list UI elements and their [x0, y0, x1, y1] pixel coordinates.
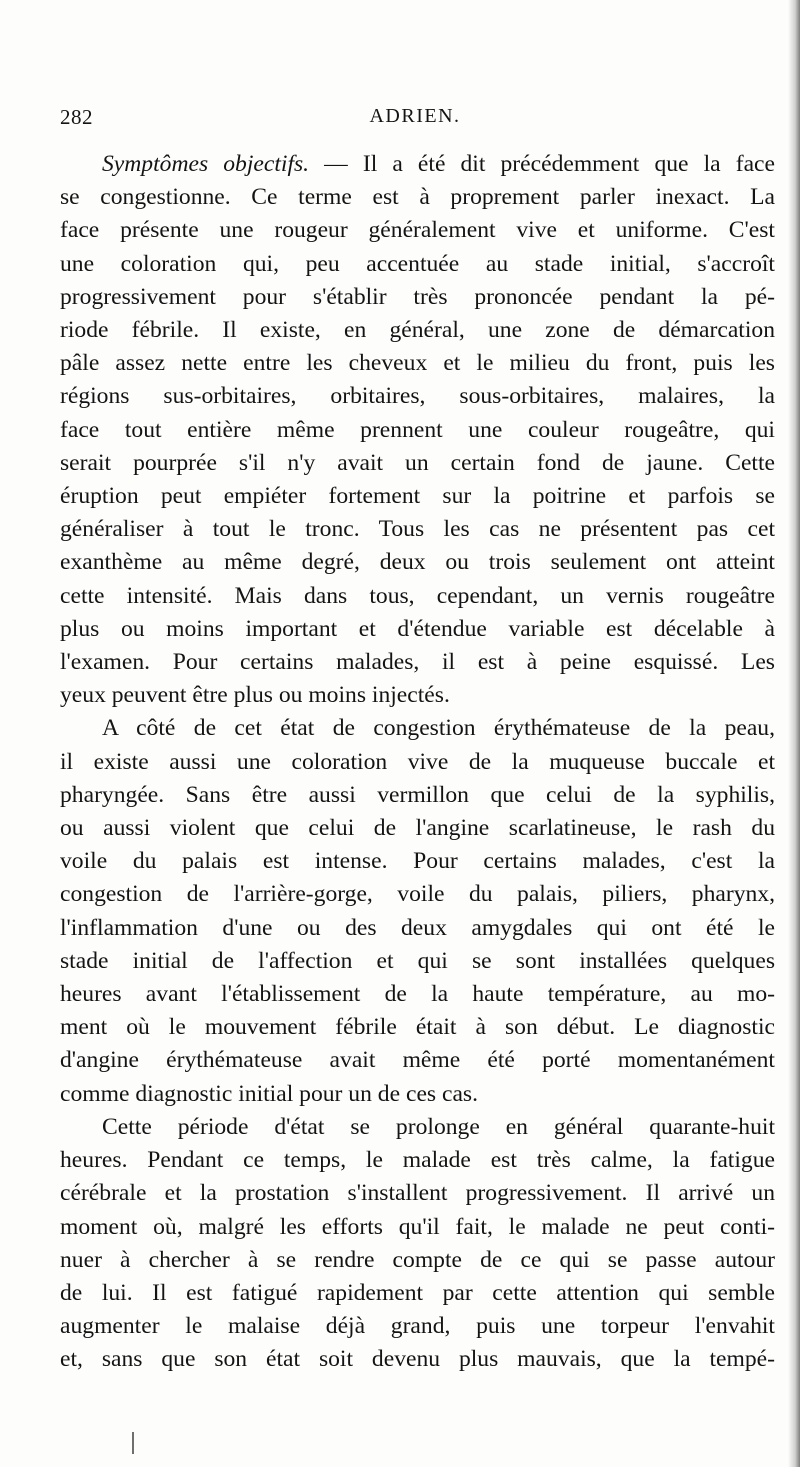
- text-line: [60, 978, 775, 1011]
- text-line: [60, 546, 775, 579]
- text-line: [60, 248, 775, 281]
- line-text: heures avant l'établissement de la haute température, au mo-: [60, 981, 775, 1008]
- line-text: ou aussi violent que celui de l'angine scarlatineuse, le rash du: [60, 815, 775, 842]
- line-text: — Il a été dit précédemment que la face: [309, 151, 775, 177]
- text-line: [60, 746, 775, 779]
- text-line: [60, 712, 775, 745]
- running-head: ADRIEN.: [369, 105, 461, 127]
- line-text: congestion de l'arrière-gorge, voile du palais, piliers, pharynx,: [60, 881, 775, 908]
- line-text: moment où, malgré les efforts qu'il fait, le malade ne peut conti-: [60, 1213, 775, 1240]
- line-text: régions sus-orbitaires, orbitaires, sous-orbitaires, malaires, la: [60, 383, 775, 410]
- text-line: [60, 314, 775, 347]
- text-line: [60, 1044, 775, 1077]
- text-line: [60, 845, 775, 878]
- line-text: ment où le mouvement fébrile était à son début. Le diagnostic: [60, 1014, 775, 1041]
- line-text: progressivement pour s'établir très prononcée pendant la pé-: [60, 283, 775, 310]
- line-text: Cette période d'état se prolonge en général quarante-huit: [102, 1113, 775, 1140]
- text-line: [60, 1144, 775, 1177]
- body-text: [60, 148, 775, 1377]
- text-line: [60, 281, 775, 314]
- line-text: riode fébrile. Il existe, en général, une zone de démarcation: [60, 317, 775, 344]
- line-text: face présente une rougeur généralement vive et uniforme. C'est: [60, 217, 775, 244]
- text-line: [60, 878, 775, 911]
- text-line: [60, 613, 775, 646]
- paragraph: [60, 148, 775, 712]
- paragraph: [60, 712, 775, 1110]
- text-line: [60, 414, 775, 447]
- text-line: [60, 1211, 775, 1244]
- line-text: plus ou moins important et d'étendue variable est décelable à: [60, 615, 775, 642]
- line-text: l'inflammation d'une ou des deux amygdales qui ont été le: [60, 914, 775, 941]
- line-text: pharyngée. Sans être aussi vermillon que celui de la syphilis,: [60, 781, 775, 808]
- text-line: [60, 912, 775, 945]
- text-line: [60, 779, 775, 812]
- line-text: yeux peuvent être plus ou moins injectés.: [60, 682, 450, 709]
- text-line: [60, 1111, 775, 1144]
- line-text: exanthème au même degré, deux ou trois seulement ont atteint: [60, 549, 775, 576]
- line-text: éruption peut empiéter fortement sur la poitrine et parfois se: [60, 483, 775, 510]
- text-line: [60, 580, 775, 613]
- text-line: [60, 447, 775, 480]
- line-text: serait pourprée s'il n'y avait un certain fond de jaune. Cette: [60, 449, 775, 476]
- text-line: [60, 347, 775, 380]
- section-heading-italic: Symptômes objectifs.: [102, 151, 310, 177]
- text-line: [60, 646, 775, 679]
- line-text: nuer à chercher à se rendre compte de ce qui se passe autour: [60, 1246, 775, 1273]
- line-text: augmenter le malaise déjà grand, puis une torpeur l'envahit: [60, 1313, 775, 1340]
- text-line: [60, 1011, 775, 1044]
- page-header: [60, 105, 770, 135]
- text-line: [60, 214, 775, 247]
- text-line: [60, 1177, 775, 1210]
- text-line: [60, 181, 775, 214]
- text-line: [60, 1277, 775, 1310]
- paragraph: [60, 1111, 775, 1377]
- text-line: [60, 480, 775, 513]
- line-text: et, sans que son état soit devenu plus mauvais, que la tempé-: [60, 1346, 775, 1373]
- text-line: [60, 1343, 775, 1376]
- text-line: [60, 1310, 775, 1343]
- text-line: [60, 679, 775, 712]
- line-text: pâle assez nette entre les cheveux et le milieu du front, puis les: [60, 350, 775, 377]
- line-text: face tout entière même prennent une couleur rougeâtre, qui: [60, 416, 775, 443]
- text-line: [60, 513, 775, 546]
- line-text: d'angine érythémateuse avait même été porté momentanément: [60, 1047, 775, 1074]
- line-text: de lui. Il est fatigué rapidement par cette attention qui semble: [60, 1279, 775, 1306]
- line-text: généraliser à tout le tronc. Tous les cas ne présentent pas cet: [60, 516, 775, 543]
- text-line: [60, 945, 775, 978]
- text-line: [60, 1078, 775, 1111]
- line-text: voile du palais est intense. Pour certains malades, c'est la: [60, 848, 775, 875]
- line-text: l'examen. Pour certains malades, il est à peine esquissé. Les: [60, 649, 775, 676]
- text-line: [60, 1244, 775, 1277]
- page-edge-shadow: [788, 0, 800, 1467]
- text-line: [60, 148, 775, 181]
- line-text: A côté de cet état de congestion érythémateuse de la peau,: [102, 715, 775, 742]
- text-line: [60, 812, 775, 845]
- line-text: cérébrale et la prostation s'installent progressivement. Il arrivé un: [60, 1180, 775, 1207]
- page-number: 282: [60, 105, 93, 129]
- line-text: comme diagnostic initial pour un de ces cas.: [60, 1080, 479, 1107]
- text-line: [60, 380, 775, 413]
- line-text: cette intensité. Mais dans tous, cependant, un vernis rougeâtre: [60, 582, 775, 609]
- line-text: se congestionne. Ce terme est à proprement parler inexact. La: [60, 184, 775, 211]
- line-text: heures. Pendant ce temps, le malade est très calme, la fatigue: [60, 1147, 775, 1174]
- line-text: stade initial de l'affection et qui se sont installées quelques: [60, 947, 775, 974]
- line-text: une coloration qui, peu accentuée au stade initial, s'accroît: [60, 250, 775, 277]
- line-text: il existe aussi une coloration vive de la muqueuse buccale et: [60, 748, 775, 775]
- scan-artifact-mark: [132, 1432, 134, 1454]
